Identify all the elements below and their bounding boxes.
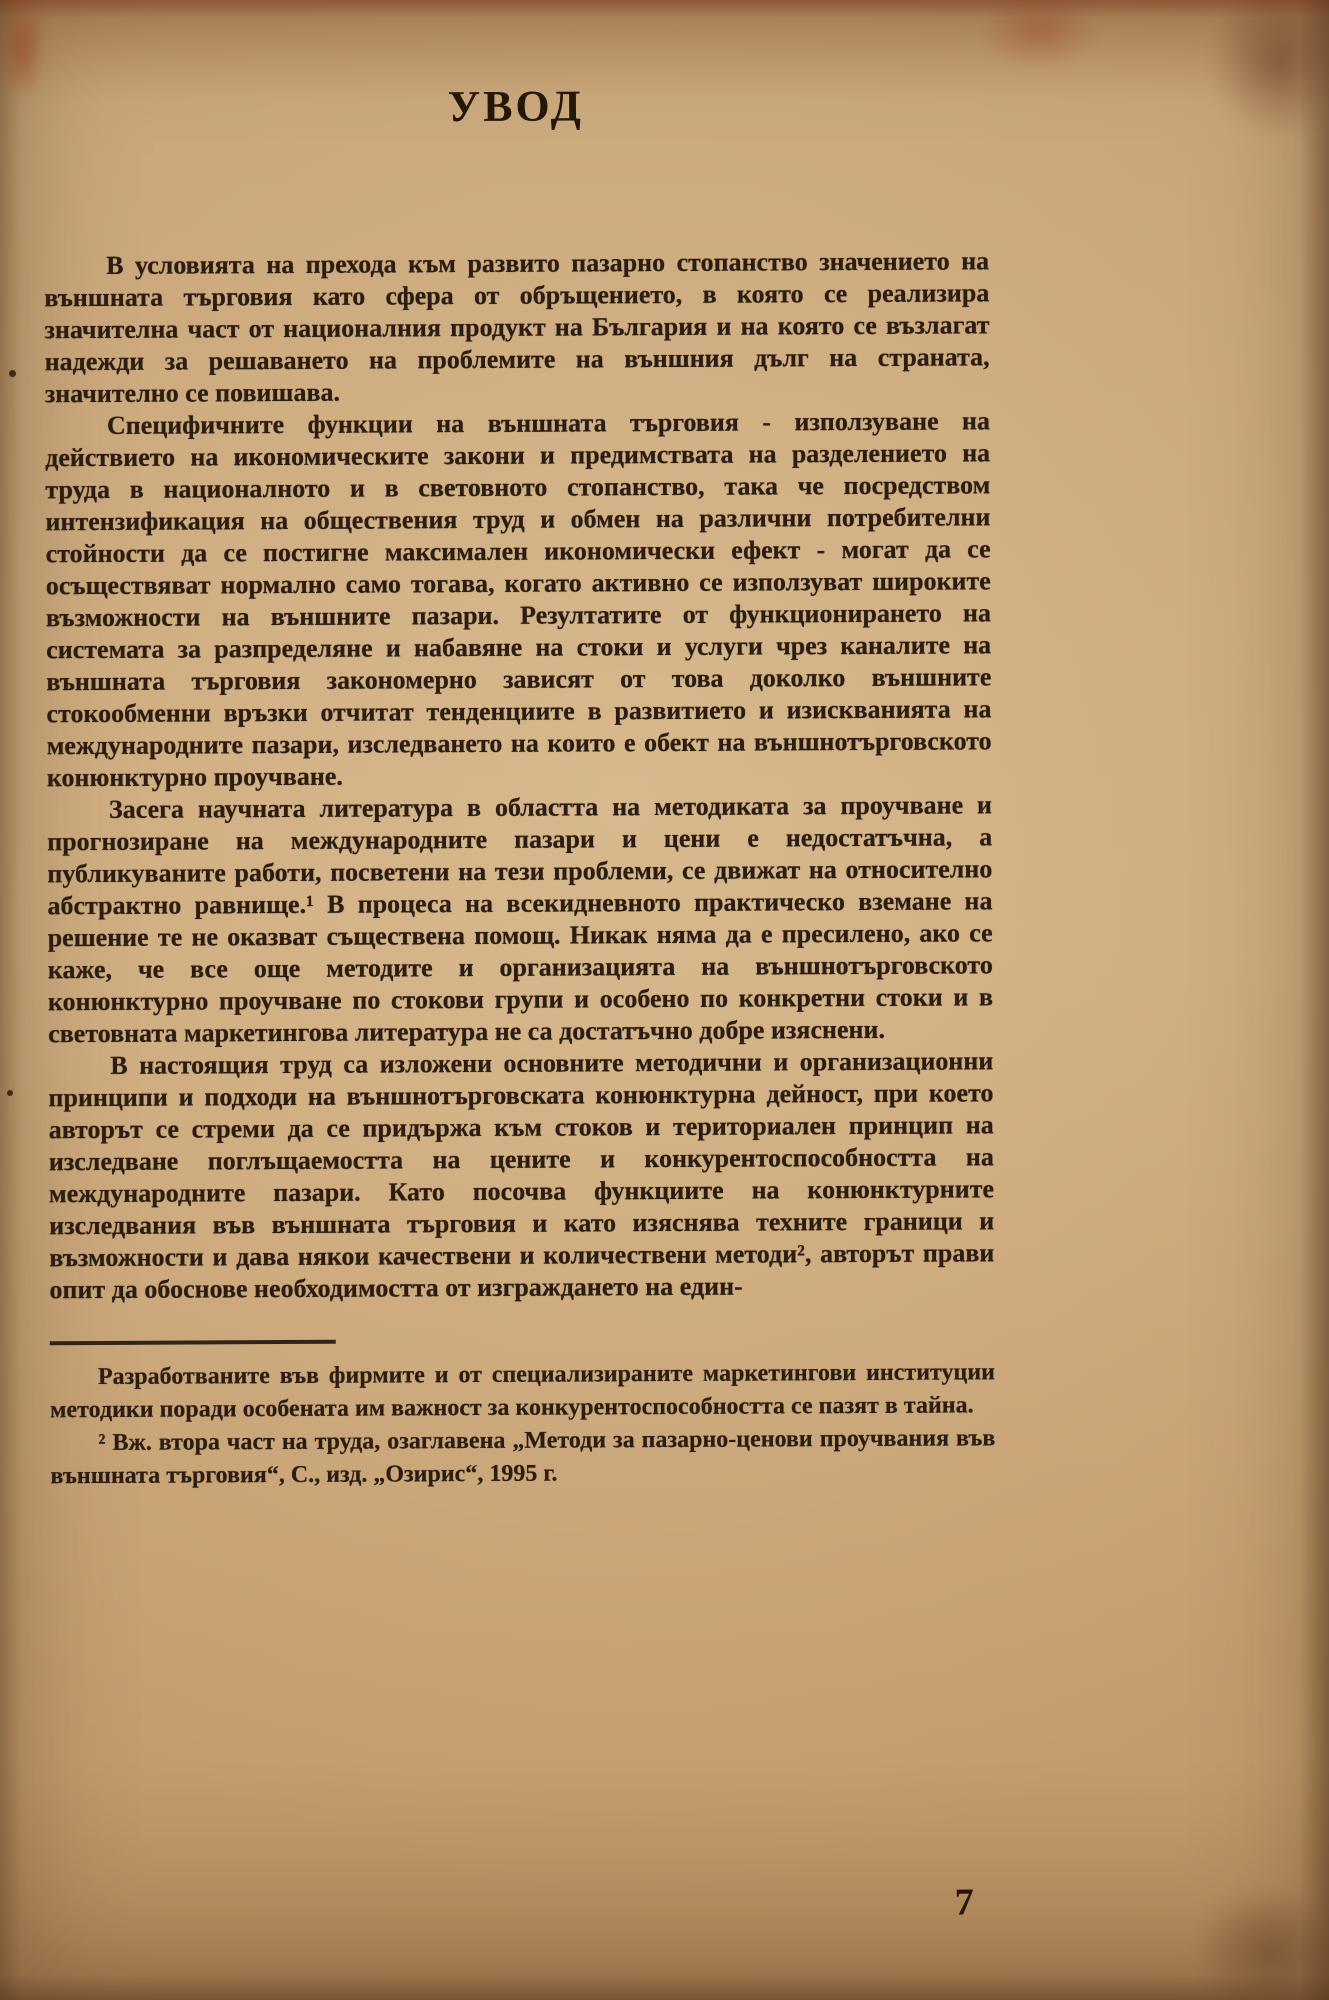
chapter-title: УВОД (447, 81, 584, 132)
paragraph-3: Засега научната литература в областта на методиката за проучване и прогнозиране на международните пазари и цени е недостатъчна, а публикуваните работи, посветени на тези проблеми, се движат на относително абстрактно равнище.¹ В процеса на всекидневното практическо вземане на решение те не оказват съществена помощ. Никак няма да е пресилено, ако се каже, че все още методите и организацията на външнотърговското конюнктурно проучване по стокови групи и особено по конкретни стоки и в световната маркетингова литература не са достатъчно добре изяснени. (47, 790, 994, 1049)
paragraph-4: В настоящия труд са изложени основните методични и организационни принципи и подходи на външнотърговската конюнктурна дейност, при което авторът се стреми да се придържа към стоков и териториален принцип на изследване поглъщаемостта на цените и конкурентоспособността на международните пазари. Като посочва функциите на конюнктурните изследвания във външната търговия и като изяснява техните граници и възможности и дава някои качествени и количествени методи², авторът прави опит да обоснове необходимостта от изграждането на един- (48, 1046, 995, 1305)
body-text (44, 245, 995, 1306)
paragraph-2: Специфичните функции на външната търговия - използуване на действието на икономическите закони и предимствата на разделението на труда в националното и в световното стопанство, така че посредством интензификация на обществения труд и обмен на различни потребителни стойности да се постигне максимален икономически ефект - могат да се осъществяват нормално само тогава, когато активно се използуват широките възможности на външните пазари. Резултатите от функционирането на системата за разпределяне и набавяне на стоки и услуги чрез каналите на външната търговия закономерно зависят от това доколко външните стокообменни връзки отчитат тенденциите в развитието и изискванията на международните пазари, изследването на които е обект на външнотърговското конюнктурно проучване. (45, 406, 992, 793)
footnotes-block (50, 1356, 996, 1493)
footnote-separator (50, 1340, 336, 1345)
page-number: 7 (954, 1881, 974, 1924)
footnote-1: Разработваните във фирмите и от специализираните маркетингови институции методики поради особената им важност за конкурентоспособността се пазят в тайна. (50, 1359, 996, 1424)
footnote-2: ² Вж. втора част на труда, озаглавена „Методи за пазарно-ценови проучвания във външната търговия“, С., изд. „Озирис“, 1995 г. (50, 1425, 996, 1490)
paragraph-1: В условията на прехода към развито пазарно стопанство значението на външната търговия като сфера от обръщението, в която се реализира значителна част от националния продукт на България и на която се възлагат надежди за решаването на проблемите на външния дълг на страната, значително се повишава. (44, 246, 990, 409)
text-block (43, 0, 995, 1306)
